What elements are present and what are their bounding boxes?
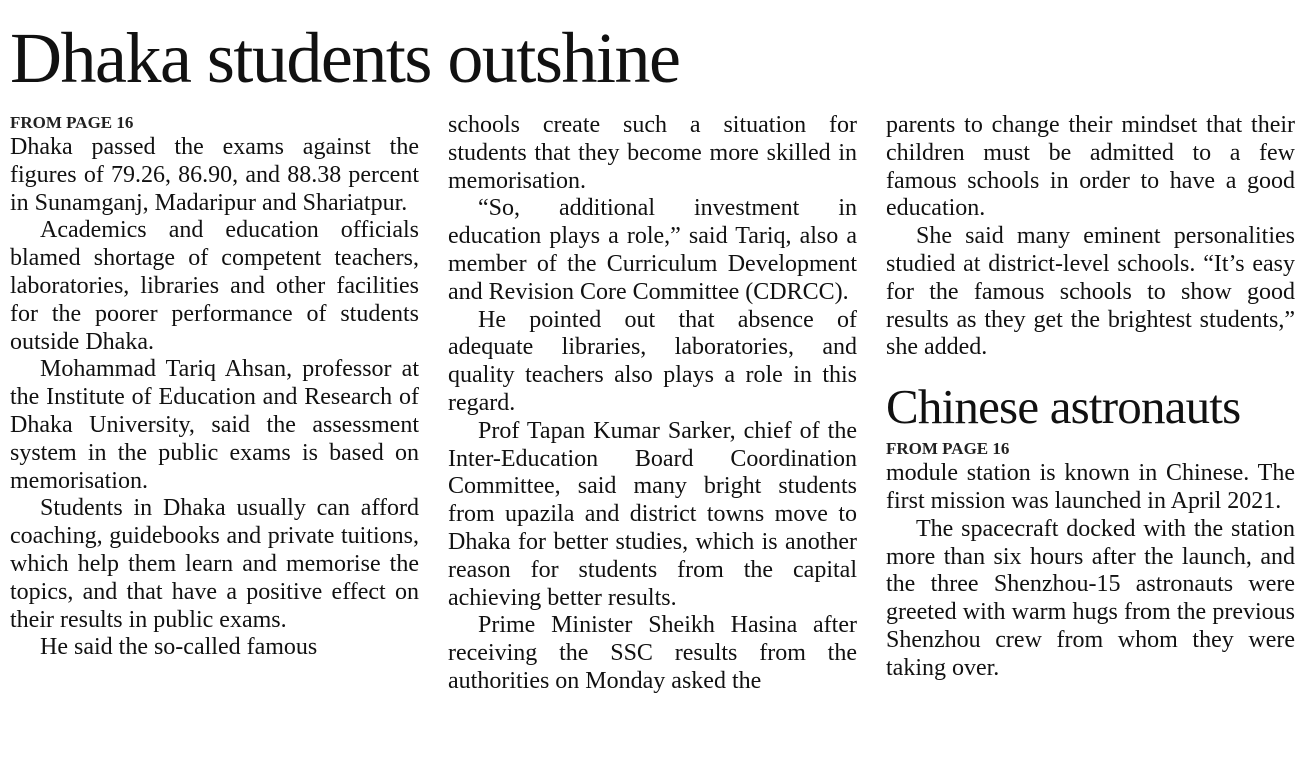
jump-kicker: FROM PAGE 16 <box>886 439 1010 459</box>
paragraph: Prime Minister Sheikh Hasina after receiving the SSC results from the authorities on Monday asked the <box>448 612 857 694</box>
paragraph: Dhaka passed the exams against the figures of 79.26, 86.90, and 88.38 percent in Sunamganj, Madaripur and Shariatpur. <box>10 134 419 216</box>
second-article-headline: Chinese astronauts <box>886 379 1241 435</box>
paragraph: Students in Dhaka usually can afford coaching, guidebooks and private tuitions, which help them learn and memorise the topics, and that have a positive effect on their results in public exams. <box>10 495 419 633</box>
article-headline: Dhaka students outshine <box>10 18 680 98</box>
paragraph: “So, additional investment in education plays a role,” said Tariq, also a member of the Curriculum Development and Revision Core Committee (CDRCC). <box>448 195 857 305</box>
article-column-3 <box>886 112 1295 683</box>
paragraph: He said the so-called famous <box>40 634 318 661</box>
paragraph: Academics and education officials blamed shortage of competent teachers, laboratories, libraries and other facilities for the poorer performance of students outside Dhaka. <box>10 217 419 355</box>
jump-kicker: FROM PAGE 16 <box>10 113 134 132</box>
paragraph: Mohammad Tariq Ahsan, professor at the Institute of Education and Research of Dhaka University, said the assessment system in the public exams is based on memorisation. <box>10 356 419 494</box>
paragraph: The spacecraft docked with the station more than six hours after the launch, and the three Shenzhou-15 astronauts were greeted with warm hugs from the previous Shenzhou crew from whom they were taking over. <box>886 515 1295 681</box>
paragraph: Prof Tapan Kumar Sarker, chief of the Inter-Education Board Coordination Committee, said many bright students from upazila and district towns move to Dhaka for better studies, which is another reason for students from the capital achieving better results. <box>448 417 857 611</box>
article-column-1 <box>10 112 419 662</box>
article-column-2 <box>448 112 857 696</box>
paragraph: He pointed out that absence of adequate libraries, laboratories, and quality teachers also plays a role in this regard. <box>448 306 857 416</box>
paragraph: parents to change their mindset that their children must be admitted to a few famous schools in order to have a good education. <box>886 112 1295 222</box>
paragraph: She said many eminent personalities studied at district-level schools. “It’s easy for the famous schools to show good results as they get the brightest students,” she added. <box>886 223 1295 361</box>
paragraph: schools create such a situation for students that they become more skilled in memorisation. <box>448 112 857 194</box>
paragraph: module station is known in Chinese. The first mission was launched in April 2021. <box>886 460 1295 514</box>
